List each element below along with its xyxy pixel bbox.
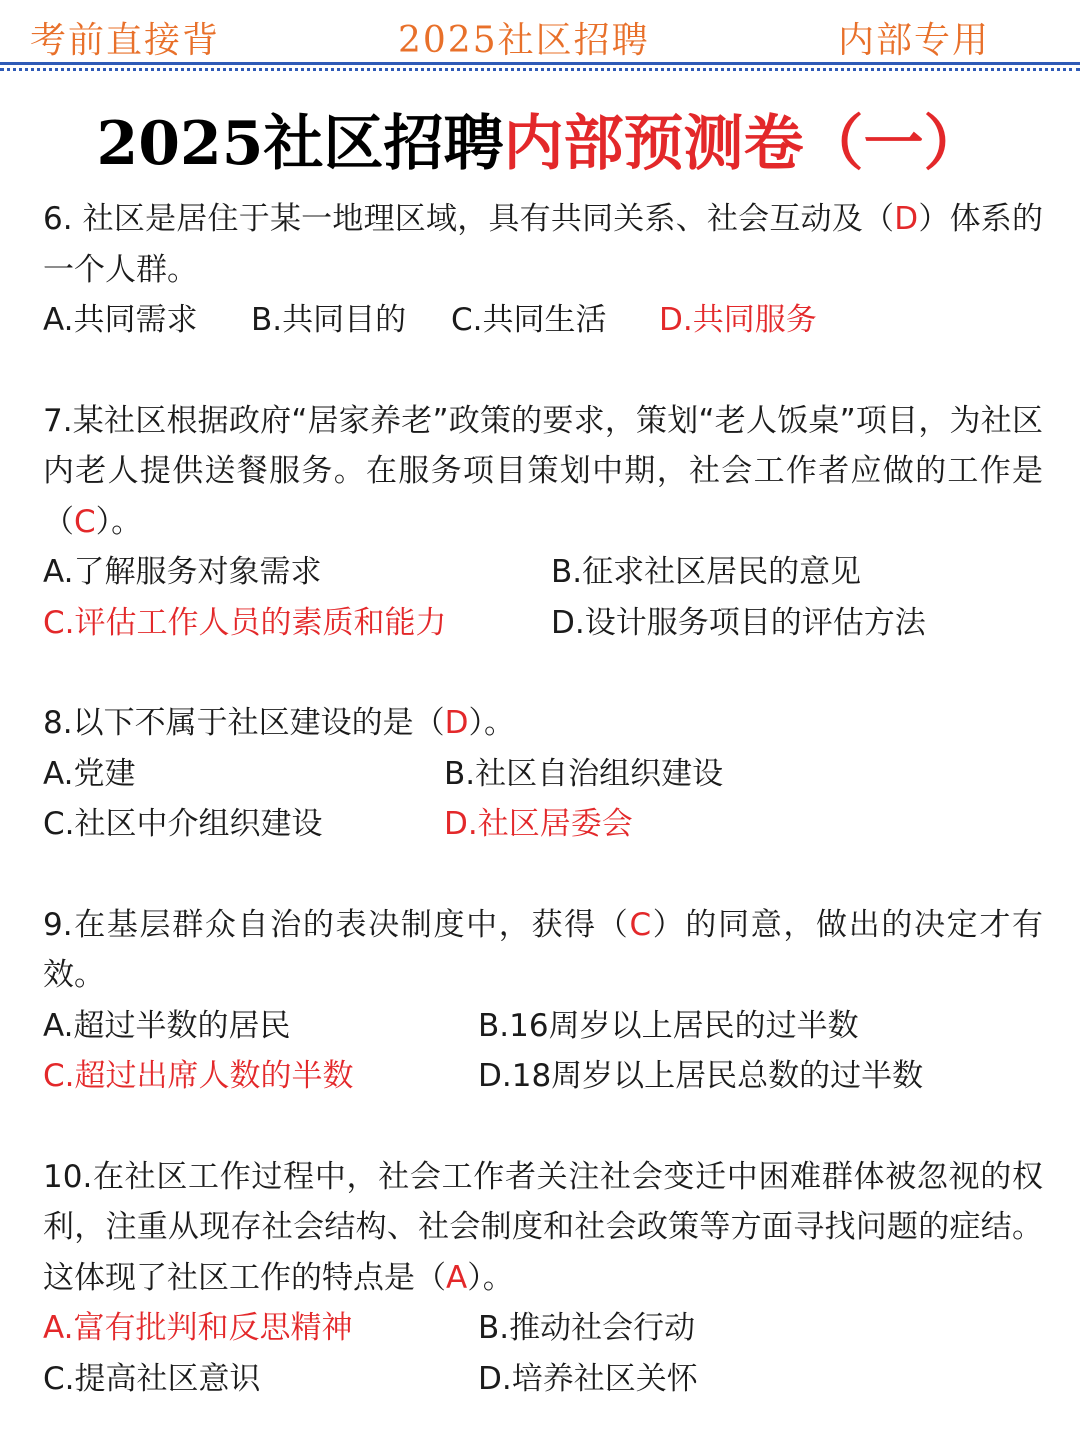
options-row: [43, 1051, 1043, 1102]
question-stem: [43, 900, 1043, 1001]
answer-letter: A: [446, 1259, 468, 1296]
question-6: [43, 194, 1043, 346]
header-right-label: 内部专用: [838, 20, 991, 61]
option-d-correct: D.社区居委会: [444, 806, 633, 842]
top-header: [0, 0, 1080, 62]
option-c-correct: C.超过出席人数的半数: [43, 1058, 354, 1094]
options-row: [43, 1303, 1043, 1354]
stem-text: ）的同意，做出的决定才有效。: [43, 906, 1043, 993]
options-row: [43, 547, 1043, 598]
options-row: [43, 749, 1043, 800]
option-b: B.推动社会行动: [478, 1310, 696, 1346]
divider-solid-line: [0, 62, 1080, 65]
stem-text: 7.某社区根据政府“居家养老”政策的要求，策划“老人饭桌”项目，为社区内老人提供送餐服务。在服务项目策划中期，社会工作者应做的工作是（: [43, 402, 1043, 540]
question-stem: [43, 194, 1043, 295]
question-7: [43, 396, 1043, 649]
stem-text: ）。: [467, 1259, 514, 1296]
title-black-part: 2025社区招聘: [96, 109, 504, 179]
option-a-correct: A.富有批判和反思精神: [43, 1310, 353, 1346]
question-9: [43, 900, 1043, 1102]
option-b: B.社区自治组织建设: [444, 755, 724, 792]
question-stem: [43, 396, 1043, 548]
options-row: [43, 1354, 1043, 1405]
question-10: [43, 1152, 1043, 1405]
option-d: D.18周岁以上居民总数的过半数: [478, 1058, 924, 1094]
answer-letter: C: [74, 503, 96, 540]
option-c-correct: C.评估工作人员的素质和能力: [43, 604, 447, 641]
option-c: C.共同生活: [451, 302, 607, 338]
stem-text: ）。: [468, 705, 515, 741]
stem-text: 8.以下不属于社区建设的是（: [43, 705, 445, 741]
header-left-label: 考前直接背: [30, 20, 221, 61]
option-d: D.设计服务项目的评估方法: [551, 604, 926, 641]
stem-text: ）体系的一个人群。: [43, 201, 1044, 288]
title-red-part: 内部预测卷（一）: [503, 109, 984, 179]
option-c: C.社区中介组织建设: [43, 806, 323, 842]
header-center-label: 2025社区招聘: [398, 20, 650, 61]
option-a: A.共同需求: [43, 302, 198, 338]
question-stem: [43, 698, 1043, 749]
option-b: B.征求社区居民的意见: [551, 554, 862, 590]
question-stem: [43, 1152, 1043, 1304]
stem-text: 6. 社区是居住于某一地理区域，具有共同关系、社会互动及（: [43, 201, 895, 237]
option-b: B.共同目的: [251, 302, 407, 338]
answer-letter: D: [894, 201, 919, 237]
stem-text: ）。: [95, 503, 143, 540]
question-list: [43, 194, 1043, 1454]
page-title: [0, 96, 1080, 182]
option-a: A.党建: [43, 755, 136, 792]
stem-text: 10.在社区工作过程中，社会工作者关注社会变迁中困难群体被忽视的权利，注重从现存社会结构、社会制度和社会政策等方面寻找问题的症结。这体现了社区工作的特点是（: [43, 1158, 1043, 1296]
stem-text: 9.在基层群众自治的表决制度中，获得（: [43, 906, 630, 943]
option-d: D.培养社区关怀: [478, 1360, 698, 1397]
answer-letter: D: [444, 705, 469, 741]
answer-letter: C: [629, 906, 652, 943]
option-d-correct: D.共同服务: [659, 302, 817, 338]
option-a: A.超过半数的居民: [43, 1007, 291, 1044]
options-row: [43, 295, 1043, 346]
option-c: C.提高社区意识: [43, 1360, 261, 1397]
header-divider: [0, 62, 1080, 73]
question-8: [43, 698, 1043, 850]
options-row: [43, 799, 1043, 850]
option-a: A.了解服务对象需求: [43, 554, 322, 590]
options-row: [43, 1001, 1043, 1052]
divider-dotted-line: [0, 68, 1080, 71]
options-row: [43, 598, 1043, 649]
option-b: B.16周岁以上居民的过半数: [478, 1007, 859, 1044]
